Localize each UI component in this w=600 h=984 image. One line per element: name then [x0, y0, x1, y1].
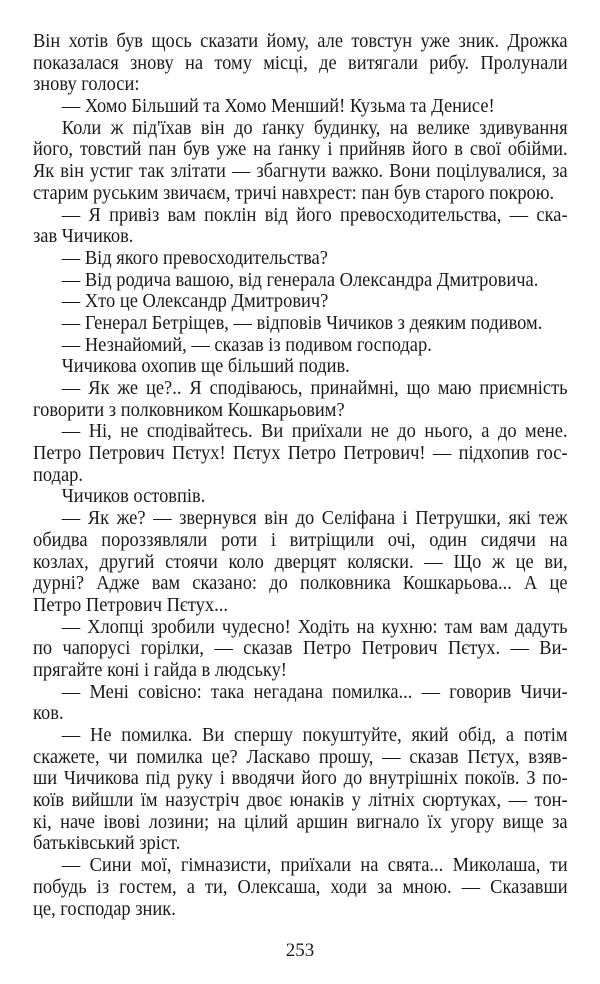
paragraph [33, 356, 568, 378]
paragraph [33, 421, 568, 486]
text-line-content: — Як же? — звернувся він до Селіфана і Петрушки, які теж [61, 507, 568, 530]
paragraph [33, 725, 568, 855]
text-line-content: — Хто це Олександр Дмитрович? [61, 290, 329, 313]
text-line-content: коїв вийшли їм назустріч двоє юнаків у літніх сюртуках, — тон- [33, 789, 568, 812]
text-line-content: говорити з полковником Кошкарьовим? [33, 398, 345, 421]
text-line [33, 508, 568, 530]
text-line-content: по чапорусі горілки, — сказав Петро Петрович Пєтух. — Ви- [33, 637, 568, 660]
text-line-content: ков. [33, 702, 64, 725]
text-line-content: — Генерал Бетріщев, — відповів Чичиков з деяким подивом. [61, 311, 543, 334]
text-line [33, 768, 568, 790]
text-line [33, 855, 568, 877]
text-line [33, 790, 568, 812]
text-line-content: — Незнайомий, — сказав із подивом господар. [61, 333, 432, 356]
text-line-content: ши Чичикова під руку і вводячи його до внутрішніх покоїв. З по- [33, 767, 568, 790]
paragraph [33, 313, 568, 335]
text-line-content: — Хомо Більший та Хомо Менший! Кузьма та Денисе! [61, 95, 495, 118]
text-line [33, 747, 568, 769]
text-line-content: скажете, чи помилка це? Ласкаво прошу, — сказав Пєтух, взяв- [33, 745, 568, 768]
text-line [33, 877, 568, 899]
text-line [33, 638, 568, 660]
text-line-content: Він хотів був щось сказати йому, але товстун уже зник. Дрожка [33, 30, 568, 52]
text-line [33, 313, 568, 335]
text-line [33, 400, 568, 422]
text-line-content: — Сини мої, гімназисти, приїхали на свята... Миколаша, ти [61, 854, 568, 877]
paragraph [33, 96, 568, 118]
paragraph [33, 855, 568, 920]
text-line-content: — Ні, не сподівайтесь. Ви приїхали не до нього, а до мене. [61, 420, 568, 443]
paragraph [33, 486, 568, 508]
text-line-content: Петро Петрович Пєтух! Пєтух Петро Петрович! — підхопив гос- [33, 442, 568, 465]
text-line [33, 899, 568, 921]
page-body-text [33, 31, 568, 920]
text-line-content: прягайте коні і гайда в людську! [33, 658, 287, 681]
text-line [33, 725, 568, 747]
paragraph [33, 205, 568, 248]
text-line-content: Як він устиг так злітати — збагнути важко. Вони поцілувалися, за [33, 160, 568, 183]
text-line [33, 530, 568, 552]
text-line [33, 96, 568, 118]
text-line [33, 356, 568, 378]
text-line [33, 552, 568, 574]
paragraph [33, 335, 568, 357]
text-line [33, 833, 568, 855]
text-line-content: — Як же це?.. Я сподіваюсь, принаймні, що маю приємність [61, 377, 568, 399]
text-line [33, 595, 568, 617]
text-line-content: батьківський зріст. [33, 832, 181, 855]
text-line [33, 486, 568, 508]
paragraph [33, 617, 568, 682]
paragraph [33, 31, 568, 96]
page-number: 253 [285, 940, 315, 961]
text-line-content: зав Чичиков. [33, 225, 134, 248]
paragraph [33, 291, 568, 313]
text-line-content: старим руським звичаєм, тричі навхрест: пан був старого покрою. [33, 181, 555, 204]
text-line-content: це, господар зник. [33, 897, 176, 920]
text-line [33, 682, 568, 704]
text-line-content: Петро Петрович Пєтух... [33, 593, 228, 616]
paragraph [33, 508, 568, 616]
text-line [33, 161, 568, 183]
text-line [33, 74, 568, 96]
text-line-content: показалася знову на тому місці, де витягали рибу. Пролунали [33, 51, 568, 74]
text-line [33, 139, 568, 161]
text-line-content: побудь із гостем, а ти, Олексаша, ходи за мною. — Сказавши [33, 875, 568, 898]
text-line [33, 270, 568, 292]
text-line [33, 53, 568, 75]
text-line-content: знову голоси: [33, 73, 140, 96]
paragraph [33, 682, 568, 725]
text-line [33, 617, 568, 639]
text-line-content: — Я привіз вам поклін від його превосходительства, — ска- [61, 203, 568, 226]
text-line [33, 31, 568, 53]
text-line [33, 660, 568, 682]
text-line [33, 573, 568, 595]
text-line-content: його, товстий пан був уже на ґанку і прийняв його в свої обійми. [33, 138, 568, 161]
text-line-content: обидва пороззявляли роти і витріщили очі, один сидячи на [33, 528, 568, 551]
paragraph [33, 378, 568, 421]
text-line [33, 205, 568, 227]
text-line [33, 378, 568, 400]
text-line-content: — Від родича вашою, від генерала Олександра Дмитровича. [61, 268, 539, 291]
text-line-content: Чичикова охопив ще більший подив. [61, 355, 350, 378]
text-line-content: кі, наче івові лозини; на цілий аршин вигнало їх угору вище за [33, 810, 568, 833]
text-line [33, 812, 568, 834]
text-line [33, 226, 568, 248]
text-line-content: козлах, другий стоячи коло дверцят коляски. — Що ж це ви, [33, 550, 568, 573]
text-line [33, 335, 568, 357]
text-line-content: — Хлопці зробили чудесно! Ходіть на кухню: там вам дадуть [61, 615, 568, 638]
paragraph [33, 248, 568, 270]
text-line-content: — Від якого превосходительства? [61, 246, 328, 269]
text-line [33, 465, 568, 487]
text-line [33, 183, 568, 205]
text-line [33, 248, 568, 270]
text-line [33, 118, 568, 140]
text-line-content: Коли ж під'їхав він до ґанку будинку, на велике здивування [61, 116, 568, 139]
paragraph [33, 118, 568, 205]
text-line-content: — Не помилка. Ви спершу покуштуйте, який обід, а потім [61, 724, 568, 746]
text-line [33, 421, 568, 443]
text-line-content: Чичиков остовпів. [61, 485, 206, 508]
paragraph [33, 270, 568, 292]
text-line-content: дурні? Адже вам сказано: до полковника Кошкарьова... А це [33, 572, 568, 595]
text-line [33, 443, 568, 465]
text-line-content: подар. [33, 463, 83, 486]
text-line [33, 703, 568, 725]
text-line-content: — Мені совісно: така негадана помилка... — говорив Чичи- [61, 680, 568, 703]
text-line [33, 291, 568, 313]
